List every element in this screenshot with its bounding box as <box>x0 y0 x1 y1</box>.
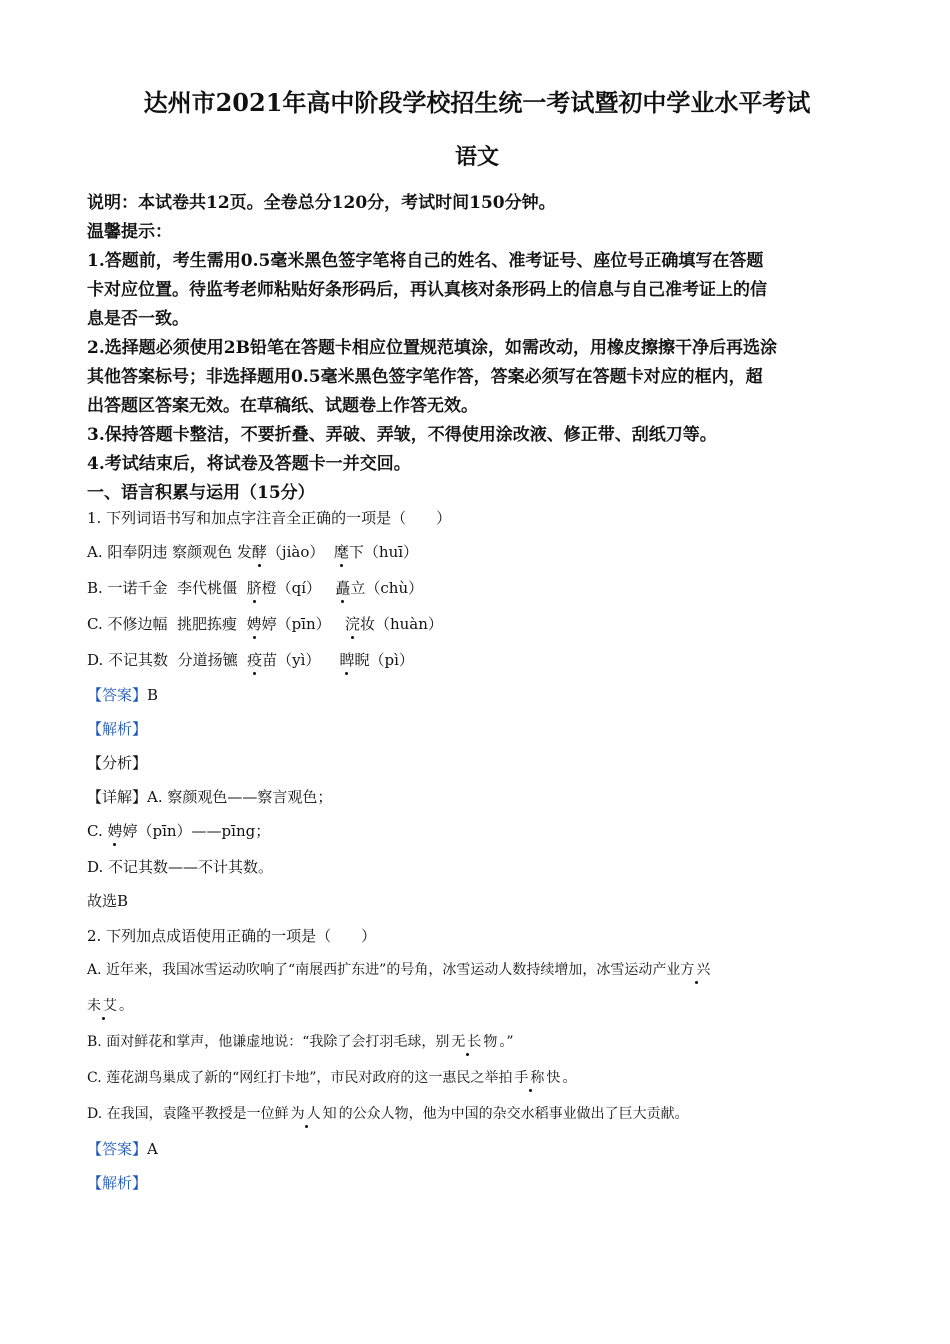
q1-option-a <box>87 541 418 562</box>
page-subtitle: 语文 <box>454 144 499 170</box>
q2-option-c <box>87 1067 576 1087</box>
option-text: D. 不记其数 分道扬镳 <box>87 651 248 669</box>
q2-answer <box>87 1138 158 1159</box>
q1-conclusion: 故选B <box>87 892 129 910</box>
option-text: 立（chù） <box>350 579 424 597</box>
page-title: 达州市2021年高中阶段学校招生统一考试暨初中学业水平考试 <box>143 88 811 117</box>
detail-text: A. 察颜观色——察言观色； <box>147 788 333 806</box>
option-text: C. 莲花湖鸟巢成了新的“网红打卡地”，市民对政府的这一惠民之举 <box>87 1070 499 1086</box>
option-text: 苗（yì） <box>262 651 340 669</box>
q2-analysis-tag: 【解析】 <box>87 1174 148 1192</box>
tip-1-line-1: 1.答题前，考生需用0.5毫米黑色签字笔将自己的姓名、准考证号、座位号正确填写在答题 <box>87 251 764 271</box>
option-text: 。 <box>119 998 133 1014</box>
option-text: 婷（pīn） <box>261 615 345 633</box>
dotted-char: 浣 <box>344 615 360 633</box>
dotted-char: 娉 <box>246 615 262 633</box>
option-text: A. 近年来，我国冰雪运动吹响了“南展西扩东进”的号角，冰雪运动人数持续增加，冰雪运动产业 <box>87 962 681 978</box>
tip-2-line-2: 其他答案标号；非选择题用0.5毫米黑色签字笔作答，答案必须写在答题卡对应的框内，超 <box>87 367 763 387</box>
option-text: B. 一诺千金 李代桃僵 <box>87 579 247 597</box>
q1-stem: 1. 下列词语书写和加点字注音全正确的一项是（ ） <box>87 509 452 527</box>
detail-text: C. <box>87 822 108 840</box>
dotted-char: 疫 <box>247 651 263 669</box>
option-text: 的公众人物，他为中国的杂交水稻事业做出了巨大贡献。 <box>338 1106 689 1122</box>
q2-option-a-line-1 <box>87 959 712 979</box>
detail-text: 婷（pīn）——pīng； <box>122 822 271 840</box>
dotted-char: 娉 <box>107 822 123 840</box>
option-text: 睨（pì） <box>354 651 414 669</box>
tip-2-line-1: 2.选择题必须使用2B铅笔在答题卡相应位置规范填涂，如需改动，用橡皮擦擦干净后再选涂 <box>87 338 777 358</box>
dotted-idiom: 未艾 <box>87 998 119 1014</box>
dotted-char: 睥 <box>339 651 355 669</box>
option-text: 。” <box>499 1034 514 1050</box>
option-text: B. 面对鲜花和掌声，他谦虚地说：“我除了会打羽毛球， <box>87 1034 436 1050</box>
answer-tag: 【答案】 <box>87 686 148 704</box>
q2-stem: 2. 下列加点成语使用正确的一项是（ ） <box>87 927 377 945</box>
dotted-char: 酵 <box>251 543 267 561</box>
q2-option-b <box>87 1031 514 1051</box>
q2-option-d <box>87 1103 689 1123</box>
option-text: D. 在我国，袁隆平教授是一位 <box>87 1106 275 1122</box>
tip-2-line-3: 出答题区答案无效。在草稿纸、试题卷上作答无效。 <box>87 396 478 416</box>
option-text: 橙（qí） <box>261 579 336 597</box>
option-text: （jiào） <box>266 543 334 561</box>
option-text: 下（huī） <box>348 543 419 561</box>
dotted-char: 麾 <box>333 543 349 561</box>
dotted-char: 矗 <box>335 579 351 597</box>
answer-value: B <box>147 686 159 704</box>
q1-option-c <box>87 613 443 634</box>
q1-detail-1 <box>87 786 332 807</box>
q1-option-b <box>87 577 423 598</box>
option-text: 妆（huàn） <box>359 615 443 633</box>
q1-detail-2 <box>87 820 270 841</box>
detail-tag: 【详解】 <box>87 788 148 806</box>
tip-1-line-3: 息是否一致。 <box>87 309 189 329</box>
tips-heading: 温馨提示： <box>87 222 172 242</box>
dotted-idiom: 鲜为人知 <box>274 1106 339 1122</box>
q2-option-a-line-2 <box>87 995 133 1015</box>
option-text: A. 阳奉阴违 察颜观色 发 <box>87 543 252 561</box>
tip-4: 4.考试结束后，将试卷及答题卡一并交回。 <box>87 454 411 474</box>
q1-answer <box>87 684 158 705</box>
section-heading: 一、语言积累与运用（15分） <box>87 483 315 503</box>
tip-1-line-2: 卡对应位置。待监考老师粘贴好条形码后，再认真核对条形码上的信息与自己准考证上的信 <box>87 280 767 300</box>
option-text: 。 <box>562 1070 577 1086</box>
q1-detail-3: D. 不记其数——不计其数。 <box>87 858 274 876</box>
q1-fenxi-tag: 【分析】 <box>87 754 148 772</box>
dotted-idiom: 别无长物 <box>435 1034 500 1050</box>
answer-value: A <box>147 1140 158 1158</box>
dotted-idiom: 拍手称快 <box>498 1070 563 1086</box>
dotted-idiom: 方兴 <box>680 962 713 978</box>
exam-note: 说明：本试卷共12页。全卷总分120分，考试时间150分钟。 <box>87 193 556 213</box>
answer-tag: 【答案】 <box>87 1140 148 1158</box>
q1-analysis-tag: 【解析】 <box>87 720 148 738</box>
tip-3: 3.保持答题卡整洁，不要折叠、弄破、弄皱，不得使用涂改液、修正带、刮纸刀等。 <box>87 425 717 445</box>
option-text: C. 不修边幅 挑肥拣瘦 <box>87 615 247 633</box>
dotted-char: 脐 <box>246 579 262 597</box>
q1-option-d <box>87 649 414 670</box>
